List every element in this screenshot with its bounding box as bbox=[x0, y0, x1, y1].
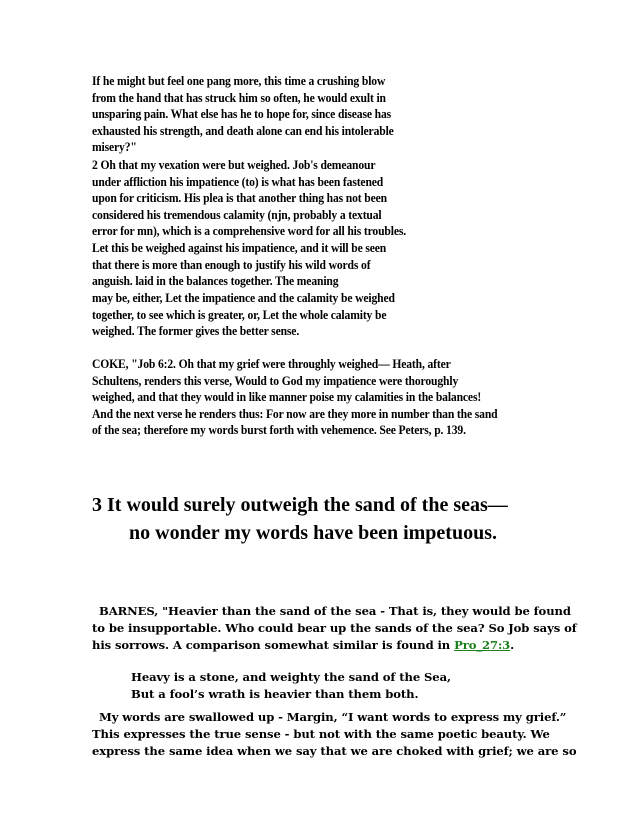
quote-block bbox=[131, 669, 451, 703]
text-line: express the same idea when we say that we are choked with grief; we are so bbox=[92, 743, 577, 758]
text-line: My words are swallowed up - Margin, “I want words to express my grief.” bbox=[99, 710, 567, 724]
text-line: error for mn), which is a comprehensive word for all his troubles. bbox=[92, 224, 407, 239]
text-line: weighed, and that they would in like manner poise my calamities in the balances! bbox=[92, 390, 482, 405]
text-line: under affliction his impatience (to) is what has been fastened bbox=[92, 174, 384, 189]
paragraph-barnes bbox=[92, 603, 577, 653]
text-line: Schultens, renders this verse, Would to God my impatience were thoroughly bbox=[92, 373, 459, 388]
text-line: This expresses the true sense - but not with the same poetic beauty. We bbox=[92, 726, 550, 741]
text-line: Let this be weighed against his impatience, and it will be seen bbox=[92, 240, 387, 255]
paragraph-coke bbox=[92, 356, 497, 439]
verse-3-heading bbox=[92, 491, 508, 547]
text-line: BARNES, "Heavier than the sand of the sea - That is, they would be found bbox=[99, 604, 571, 618]
text-line: COKE, "Job 6:2. Oh that my grief were throughly weighed— Heath, after bbox=[92, 357, 451, 371]
text-line: unsparing pain. What else has he to hope for, since disease has bbox=[92, 107, 392, 122]
text-line: upon for criticism. His plea is that another thing has not been bbox=[92, 191, 387, 206]
text-line: considered his tremendous calamity (njn, probably a textual bbox=[92, 207, 382, 222]
text-line: of the sea; therefore my words burst forth with vehemence. See Peters, p. 139. bbox=[92, 423, 466, 438]
text-line: to be insupportable. Who could bear up the sands of the sea? So Job says of bbox=[92, 620, 577, 635]
paragraph-misery bbox=[92, 73, 394, 156]
paragraph-verse-2-commentary bbox=[92, 157, 406, 290]
text-line: from the hand that has struck him so often, he would exult in bbox=[92, 90, 386, 105]
text-line: exhausted his strength, and death alone can end his intolerable bbox=[92, 123, 394, 138]
paragraph-meaning bbox=[92, 290, 395, 340]
text-line: If he might but feel one pang more, this time a crushing blow bbox=[92, 74, 386, 88]
text-line: And the next verse he renders thus: For now are they more in number than the sand bbox=[92, 406, 498, 421]
quote-line: But a fool’s wrath is heavier than them both. bbox=[131, 686, 419, 701]
text-line: may be, either, Let the impatience and the calamity be weighed bbox=[92, 291, 395, 305]
text-line: that there is more than enough to justify his wild words of bbox=[92, 257, 371, 272]
heading-line-2: no wonder my words have been impetuous. bbox=[129, 522, 497, 544]
paragraph-words-swallowed bbox=[92, 709, 576, 759]
text-line: anguish. laid in the balances together. The meaning bbox=[92, 274, 339, 289]
text-line: his sorrows. A comparison somewhat similar is found in Pro_27:3. bbox=[92, 637, 515, 652]
heading-line-1: 3 It would surely outweigh the sand of the seas— bbox=[92, 494, 508, 516]
quote-line: Heavy is a stone, and weighty the sand of the Sea, bbox=[131, 670, 451, 684]
text-line: weighed. The former gives the better sense. bbox=[92, 324, 300, 339]
scripture-link-pro-27-3[interactable]: Pro_27:3 bbox=[454, 637, 511, 652]
text-line: together, to see which is greater, or, Let the whole calamity be bbox=[92, 307, 387, 322]
text-line: misery?" bbox=[92, 140, 137, 155]
text-line: 2 Oh that my vexation were but weighed. Job's demeanour bbox=[92, 158, 376, 172]
